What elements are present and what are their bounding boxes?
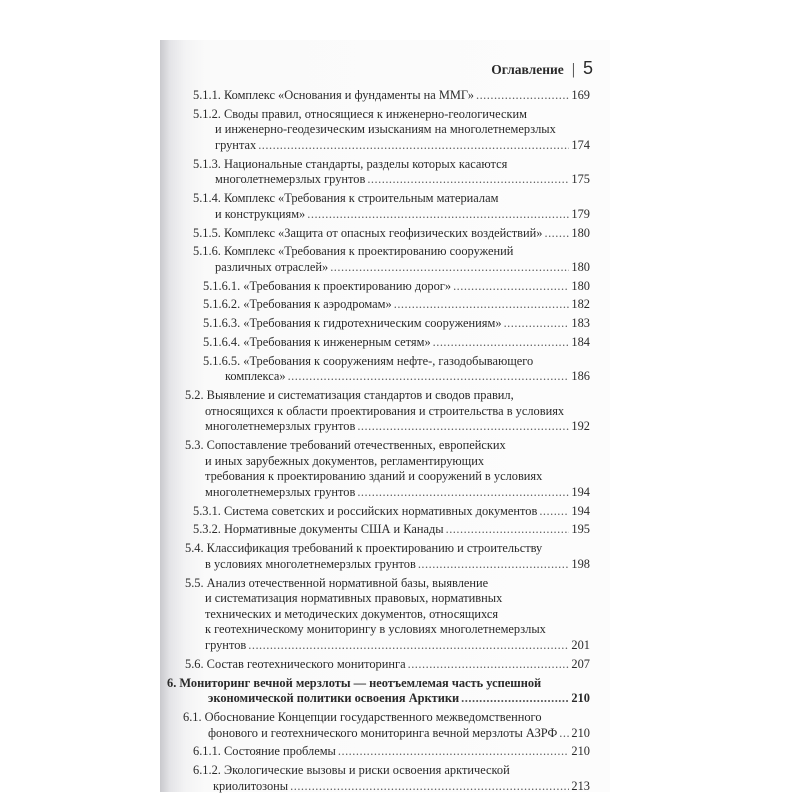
toc-entry xyxy=(0,576,590,654)
toc-entry xyxy=(0,657,590,673)
toc-entry-text: и инженерно-геодезическим изысканиям на многолетнемерзлых xyxy=(215,122,556,137)
toc-entry xyxy=(0,244,590,275)
toc-line xyxy=(0,763,590,779)
toc-entry-text: 5.3.1. Система советских и российских нормативных документов xyxy=(193,503,538,518)
toc-entry xyxy=(0,279,590,295)
toc-entry-text: 5.3.2. Нормативные документы США и Канады xyxy=(193,522,444,537)
toc-page-number: 169 xyxy=(571,88,590,102)
toc-page-number: 195 xyxy=(571,522,590,537)
toc-page-number: 192 xyxy=(571,419,590,434)
toc-page-number: 207 xyxy=(571,656,590,671)
dot-leader xyxy=(539,504,569,520)
toc-entry-text: и конструкциям» xyxy=(215,206,306,221)
toc-entry-text: 5.1.5. Комплекс «Защита от опасных геофизических воздействий» xyxy=(193,225,543,240)
toc-entry-text: 5.1.6.5. «Требования к сооружениям нефте-, газодобывающего xyxy=(203,353,534,368)
toc-line xyxy=(0,541,590,557)
toc-line xyxy=(0,107,590,123)
toc-entry-text: 5.1.3. Национальные стандарты, разделы которых касаются xyxy=(193,156,508,171)
toc-page-number: 180 xyxy=(571,278,590,293)
toc-line xyxy=(0,522,590,538)
toc-line xyxy=(0,485,590,501)
dot-leader xyxy=(408,657,570,673)
dot-leader xyxy=(544,226,569,242)
toc-line xyxy=(0,260,590,276)
toc-line xyxy=(0,638,590,654)
toc-entry-text: фонового и геотехнического мониторинга вечной мерзлоты АЗРФ xyxy=(208,725,558,740)
toc-page-number: 183 xyxy=(571,316,590,331)
toc-entry xyxy=(0,763,590,794)
toc-entry-text: к геотехническому мониторингу в условиях многолетнемерзлых xyxy=(205,622,546,637)
toc-entry-text: 5.1.6.3. «Требования к гидротехническим сооружениям» xyxy=(203,316,502,331)
toc-line xyxy=(0,454,590,470)
dot-leader xyxy=(330,260,569,276)
toc-line xyxy=(0,297,590,313)
toc-entry-text: комплекса» xyxy=(225,369,286,384)
toc-line xyxy=(0,607,590,623)
toc-line xyxy=(0,438,590,454)
toc-entry-text: в условиях многолетнемерзлых грунтов xyxy=(205,556,416,571)
toc-page-number: 210 xyxy=(571,744,590,759)
header-separator: | xyxy=(571,61,575,78)
toc-line xyxy=(0,335,590,351)
toc-entry-text: 5.1.6.1. «Требования к проектированию дорог» xyxy=(203,278,452,293)
toc-entry xyxy=(0,335,590,351)
dot-leader xyxy=(433,335,570,351)
toc-entry xyxy=(0,107,590,154)
toc-entry-text: 5.2. Выявление и систематизация стандартов и сводов правил, xyxy=(185,388,514,403)
dot-leader xyxy=(288,369,570,385)
toc-entry xyxy=(0,316,590,332)
toc-page-number: 184 xyxy=(571,335,590,349)
dot-leader xyxy=(258,138,569,154)
toc-entry-text: и систематизация нормативных правовых, нормативных xyxy=(205,591,503,606)
dot-leader xyxy=(307,207,569,223)
toc-page-number: 213 xyxy=(571,778,590,793)
dot-leader xyxy=(290,779,569,795)
toc-page-number: 194 xyxy=(571,484,590,499)
dot-leader xyxy=(504,316,570,332)
toc-entry-text: технических и методических документов, относящихся xyxy=(205,606,499,621)
toc-line xyxy=(0,504,590,520)
toc-entry-text: относящихся к области проектирования и строительства в условиях xyxy=(205,403,565,418)
toc-entry-text: 6.1.1. Состояние проблемы xyxy=(193,744,336,759)
dot-leader xyxy=(357,419,569,435)
toc-entry-text: 5.1.4. Комплекс «Требования к строительным материалам xyxy=(193,191,499,206)
toc-line xyxy=(0,691,590,707)
toc-entry-text: 5.1.6.4. «Требования к инженерным сетям» xyxy=(203,335,431,349)
toc-entry-text: различных отраслей» xyxy=(215,259,329,274)
toc-page-number: 175 xyxy=(571,172,590,187)
toc-line xyxy=(0,388,590,404)
page-number: 5 xyxy=(582,58,593,78)
dot-leader xyxy=(476,88,569,104)
toc-line xyxy=(0,576,590,592)
toc-line xyxy=(0,676,590,692)
toc-entry-text: многолетнемерзлых грунтов xyxy=(215,172,366,187)
dot-leader xyxy=(453,279,569,295)
toc-line xyxy=(0,657,590,673)
toc-entry-text: грунтов xyxy=(205,638,247,652)
toc-page-number: 186 xyxy=(571,369,590,384)
toc-entry xyxy=(0,157,590,188)
toc-page-number: 180 xyxy=(571,225,590,240)
toc-line xyxy=(0,88,590,104)
toc-entry-text: 6.1.2. Экологические вызовы и риски освоения арктической xyxy=(193,763,510,778)
toc-entry xyxy=(0,388,590,435)
toc-line xyxy=(0,122,590,138)
dot-leader xyxy=(418,557,570,573)
toc-line xyxy=(0,710,590,726)
dot-leader xyxy=(357,485,569,501)
toc-page-number: 198 xyxy=(571,556,590,571)
dot-leader xyxy=(394,297,570,313)
toc-entry xyxy=(0,191,590,222)
toc-entry-text: 5.1.2. Своды правил, относящиеся к инженерно-геологическим xyxy=(193,106,527,121)
toc-entry-text: требования к проектированию зданий и сооружений в условиях xyxy=(205,469,543,484)
toc-entry-text: 5.4. Классификация требований к проектированию и строительству xyxy=(185,541,543,556)
toc-entry-text: 5.6. Состав геотехнического мониторинга xyxy=(185,656,406,671)
toc-line xyxy=(0,469,590,485)
toc-line xyxy=(0,207,590,223)
toc-page-number: 210 xyxy=(571,725,590,740)
toc-line xyxy=(0,244,590,260)
toc-entry xyxy=(0,438,590,500)
toc-page-number: 182 xyxy=(571,297,590,312)
header-title: Оглавление xyxy=(491,62,564,77)
toc-entry-text: 5.5. Анализ отечественной нормативной базы, выявление xyxy=(185,575,489,590)
dot-leader xyxy=(461,691,569,707)
toc-entry-text: криолитозоны xyxy=(213,778,289,793)
toc-line xyxy=(0,726,590,742)
toc-entry xyxy=(0,354,590,385)
toc-entry-text: многолетнемерзлых грунтов xyxy=(205,419,356,434)
toc-page-number: 194 xyxy=(571,503,590,518)
toc-line xyxy=(0,226,590,242)
toc-page-number: 180 xyxy=(571,259,590,274)
toc-page-number: 174 xyxy=(571,137,590,152)
toc-entry-text: многолетнемерзлых грунтов xyxy=(205,484,356,499)
toc-entry-text: 6.1. Обоснование Концепции государственного межведомственного xyxy=(183,709,542,724)
running-header xyxy=(491,58,593,79)
toc-entry xyxy=(0,522,590,538)
toc-page-number: 210 xyxy=(571,691,590,706)
toc-entry xyxy=(0,541,590,572)
toc-entry-text: 5.1.1. Комплекс «Основания и фундаменты на ММГ» xyxy=(193,88,474,102)
toc-line xyxy=(0,779,590,795)
toc-line xyxy=(0,316,590,332)
toc-entry xyxy=(0,504,590,520)
toc-line xyxy=(0,557,590,573)
toc-entry-text: экономической политики освоения Арктики xyxy=(208,691,460,706)
toc-line xyxy=(0,591,590,607)
dot-leader xyxy=(559,726,569,742)
toc-entry xyxy=(0,226,590,242)
toc-entry-text: 5.1.6.2. «Требования к аэродромам» xyxy=(203,297,392,312)
toc-page-number: 179 xyxy=(571,206,590,221)
toc-entry-text: 6. Мониторинг вечной мерзлоты — неотъемлемая часть успешной xyxy=(167,675,542,690)
toc-line xyxy=(0,191,590,207)
toc-entry xyxy=(0,88,590,104)
toc-line xyxy=(0,354,590,370)
toc-line xyxy=(0,157,590,173)
dot-leader xyxy=(248,638,569,654)
table-of-contents xyxy=(0,88,590,797)
dot-leader xyxy=(338,744,570,760)
dot-leader xyxy=(446,522,570,538)
toc-entry xyxy=(0,676,590,707)
toc-entry-text: грунтах xyxy=(215,137,257,152)
toc-line xyxy=(0,138,590,154)
toc-entry xyxy=(0,710,590,741)
dot-leader xyxy=(367,172,569,188)
toc-line xyxy=(0,369,590,385)
toc-line xyxy=(0,622,590,638)
toc-line xyxy=(0,172,590,188)
toc-page-number: 201 xyxy=(571,638,590,652)
toc-line xyxy=(0,744,590,760)
toc-entry xyxy=(0,297,590,313)
toc-line xyxy=(0,419,590,435)
toc-entry-text: и иных зарубежных документов, регламентирующих xyxy=(205,453,485,468)
toc-entry-text: 5.3. Сопоставление требований отечественных, европейских xyxy=(185,438,506,453)
toc-line xyxy=(0,279,590,295)
toc-line xyxy=(0,404,590,420)
toc-entry xyxy=(0,744,590,760)
toc-entry-text: 5.1.6. Комплекс «Требования к проектированию сооружений xyxy=(193,244,514,259)
